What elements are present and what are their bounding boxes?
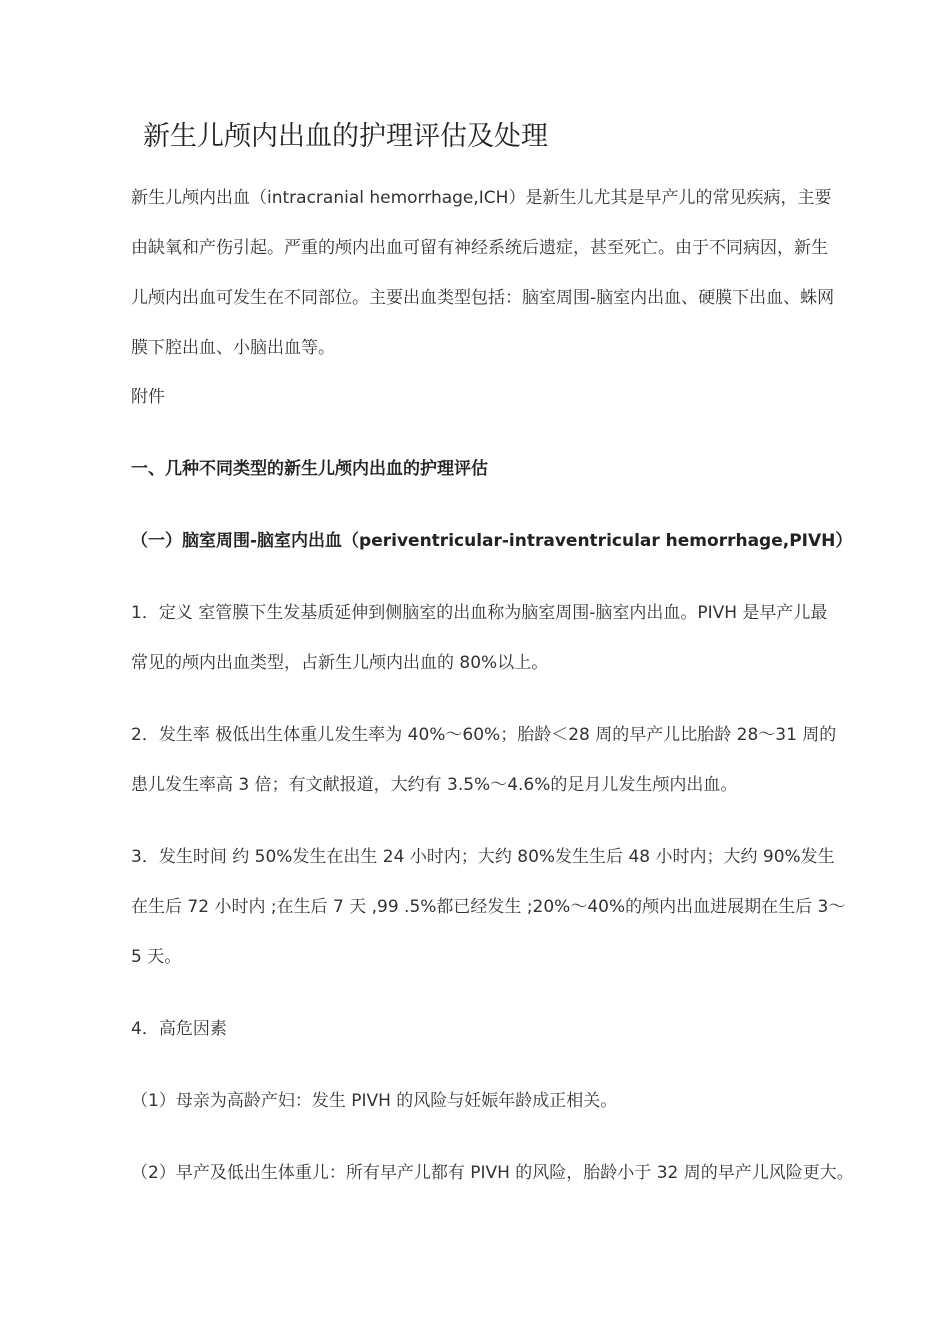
intro-line-3: 儿颅内出血可发生在不同部位。主要出血类型包括：脑室周围-脑室内出血、硬膜下出血、蛛网 bbox=[131, 288, 835, 308]
item3-line-1: 3．发生时间 约 50%发生在出生 24 小时内；大约 80%发生生后 48 小时内；大约 90%发生 bbox=[131, 847, 835, 867]
page-title: 新生儿颅内出血的护理评估及处理 bbox=[143, 121, 548, 152]
section-heading: 一、几种不同类型的新生儿颅内出血的护理评估 bbox=[131, 459, 488, 479]
attachment-label: 附件 bbox=[131, 387, 165, 407]
intro-line-4: 膜下腔出血、小脑出血等。 bbox=[131, 338, 335, 358]
intro-line-2: 由缺氧和产伤引起。严重的颅内出血可留有神经系统后遗症，甚至死亡。由于不同病因，新生 bbox=[131, 238, 828, 258]
item2-line-2: 患儿发生率高 3 倍；有文献报道，大约有 3.5%～4.6%的足月儿发生颅内出血。 bbox=[131, 775, 738, 795]
item2-line-1: 2．发生率 极低出生体重儿发生率为 40%～60%；胎龄＜28 周的早产儿比胎龄 28～31 周的 bbox=[131, 725, 837, 745]
item3-line-3: 5 天。 bbox=[131, 947, 182, 967]
item1-line-1: 1．定义 室管膜下生发基质延伸到侧脑室的出血称为脑室周围-脑室内出血。PIVH 是早产儿最 bbox=[131, 603, 828, 623]
risk-factor-1: （1）母亲为高龄产妇：发生 PIVH 的风险与妊娠年龄成正相关。 bbox=[131, 1091, 618, 1111]
item3-line-2: 在生后 72 小时内 ;在生后 7 天 ,99 .5%都已经发生 ;20%～40%的颅内出血进展期在生后 3～ bbox=[131, 897, 846, 917]
subsection-heading: （一）脑室周围-脑室内出血（periventricular-intraventricular hemorrhage,PIVH） bbox=[131, 531, 853, 551]
item4-heading: 4．高危因素 bbox=[131, 1019, 227, 1039]
intro-line-1: 新生儿颅内出血（intracranial hemorrhage,ICH）是新生儿尤其是早产儿的常见疾病，主要 bbox=[131, 188, 832, 208]
risk-factor-2: （2）早产及低出生体重儿：所有早产儿都有 PIVH 的风险，胎龄小于 32 周的早产儿风险更大。 bbox=[131, 1163, 854, 1183]
item1-line-2: 常见的颅内出血类型，占新生儿颅内出血的 80%以上。 bbox=[131, 653, 549, 673]
